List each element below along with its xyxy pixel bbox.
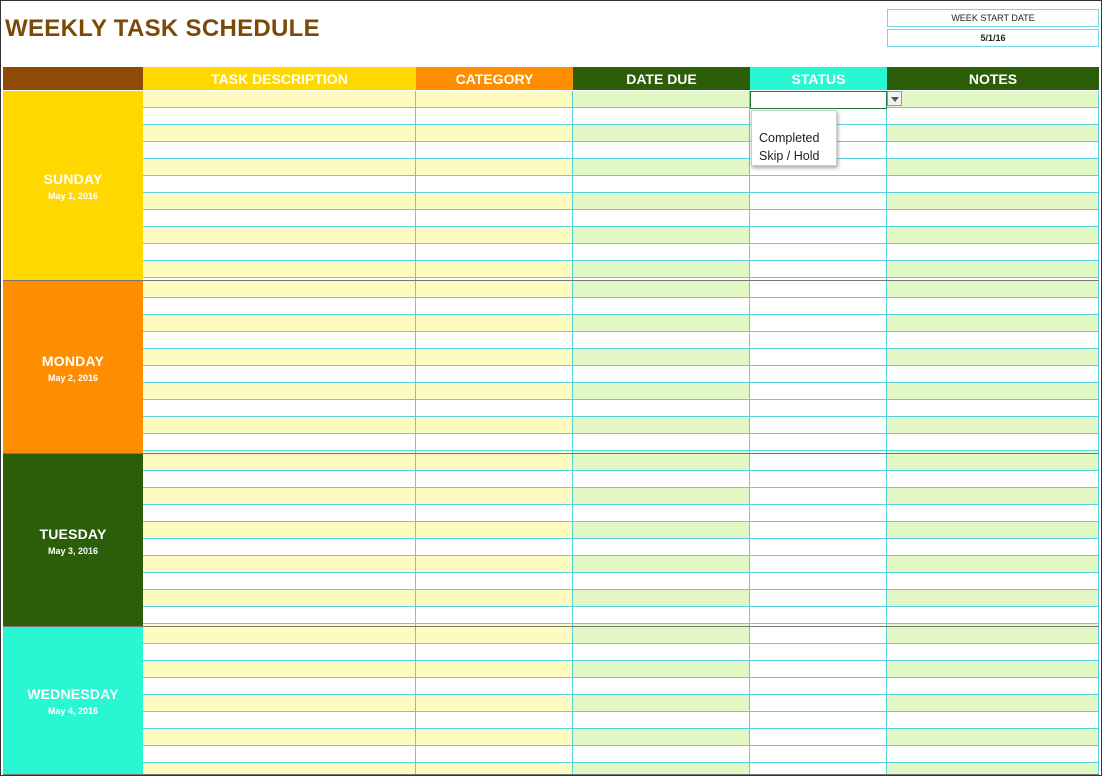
- category-cell[interactable]: [416, 729, 573, 746]
- category-cell[interactable]: [416, 539, 573, 556]
- task-cell[interactable]: [143, 281, 416, 298]
- task-cell[interactable]: [143, 244, 416, 261]
- header-category[interactable]: CATEGORY: [416, 67, 573, 90]
- table-row: [143, 695, 1099, 712]
- task-cell[interactable]: [143, 91, 416, 108]
- category-cell[interactable]: [416, 627, 573, 644]
- task-cell[interactable]: [143, 366, 416, 383]
- category-cell[interactable]: [416, 383, 573, 400]
- date-due-cell[interactable]: [573, 108, 750, 125]
- date-due-cell[interactable]: [573, 176, 750, 193]
- day-block-wednesday: [3, 627, 1099, 775]
- notes-cell[interactable]: [887, 471, 1099, 488]
- notes-cell[interactable]: [887, 729, 1099, 746]
- table-row: [143, 556, 1099, 573]
- dropdown-option-completed[interactable]: Completed: [759, 131, 820, 145]
- notes-cell[interactable]: [887, 227, 1099, 244]
- day-date: May 2, 2016: [47, 372, 99, 383]
- day-block-monday: [3, 281, 1099, 454]
- task-cell[interactable]: [143, 471, 416, 488]
- task-cell[interactable]: [143, 176, 416, 193]
- status-cell[interactable]: [750, 607, 887, 624]
- status-cell[interactable]: [750, 417, 887, 434]
- category-cell[interactable]: [416, 193, 573, 210]
- date-due-cell[interactable]: [573, 91, 750, 108]
- date-due-cell[interactable]: [573, 417, 750, 434]
- notes-cell[interactable]: [887, 627, 1099, 644]
- task-cell[interactable]: [143, 315, 416, 332]
- date-due-cell[interactable]: [573, 729, 750, 746]
- date-due-cell[interactable]: [573, 142, 750, 159]
- date-due-cell[interactable]: [573, 383, 750, 400]
- date-due-cell[interactable]: [573, 159, 750, 176]
- page-title: WEEKLY TASK SCHEDULE: [5, 15, 320, 42]
- category-cell[interactable]: [416, 281, 573, 298]
- category-cell[interactable]: [416, 678, 573, 695]
- table-row: [143, 298, 1099, 315]
- date-due-cell[interactable]: [573, 349, 750, 366]
- category-cell[interactable]: [416, 434, 573, 451]
- date-due-cell[interactable]: [573, 522, 750, 539]
- table-row: [143, 383, 1099, 400]
- table-row: [143, 91, 1099, 108]
- task-cell[interactable]: [143, 400, 416, 417]
- status-cell[interactable]: [750, 488, 887, 505]
- status-cell[interactable]: [750, 454, 887, 471]
- day-date: May 1, 2016: [47, 191, 99, 201]
- category-cell[interactable]: [416, 522, 573, 539]
- task-cell[interactable]: [143, 644, 416, 661]
- header-status[interactable]: STATUS: [750, 67, 887, 90]
- table-row: [143, 315, 1099, 332]
- table-row: [143, 434, 1099, 451]
- notes-cell[interactable]: [887, 661, 1099, 678]
- notes-cell[interactable]: [887, 695, 1099, 712]
- table-row: [143, 227, 1099, 244]
- header-corner: [3, 67, 143, 90]
- date-due-cell[interactable]: [573, 539, 750, 556]
- table-row: [143, 729, 1099, 746]
- dropdown-arrow-icon[interactable]: [887, 91, 902, 106]
- notes-cell[interactable]: [887, 349, 1099, 366]
- task-cell[interactable]: [143, 454, 416, 471]
- status-cell[interactable]: [750, 261, 887, 278]
- date-due-cell[interactable]: [573, 607, 750, 624]
- status-cell[interactable]: [750, 590, 887, 607]
- date-due-cell[interactable]: [573, 454, 750, 471]
- task-cell[interactable]: [143, 522, 416, 539]
- notes-cell[interactable]: [887, 678, 1099, 695]
- task-grid: [143, 627, 1099, 775]
- header-notes[interactable]: NOTES: [887, 67, 1099, 90]
- day-label: [3, 281, 143, 454]
- notes-cell[interactable]: [887, 108, 1099, 125]
- day-name: MONDAY: [41, 352, 105, 369]
- status-cell[interactable]: [750, 746, 887, 763]
- notes-cell[interactable]: [887, 298, 1099, 315]
- date-due-cell[interactable]: [573, 678, 750, 695]
- status-cell[interactable]: [750, 281, 887, 298]
- category-cell[interactable]: [416, 349, 573, 366]
- table-row: [143, 193, 1099, 210]
- notes-cell[interactable]: [887, 400, 1099, 417]
- notes-cell[interactable]: [887, 261, 1099, 278]
- table-row: [143, 125, 1099, 142]
- table-row: [143, 454, 1099, 471]
- status-cell[interactable]: [750, 244, 887, 261]
- notes-cell[interactable]: [887, 488, 1099, 505]
- table-row: [143, 488, 1099, 505]
- task-grid: [143, 454, 1099, 627]
- notes-cell[interactable]: [887, 746, 1099, 763]
- category-cell[interactable]: [416, 315, 573, 332]
- category-cell[interactable]: [416, 590, 573, 607]
- category-cell[interactable]: [416, 556, 573, 573]
- notes-cell[interactable]: [887, 573, 1099, 590]
- table-row: [143, 573, 1099, 590]
- day-name: TUESDAY: [39, 525, 107, 542]
- date-due-cell[interactable]: [573, 434, 750, 451]
- category-cell[interactable]: [416, 607, 573, 624]
- category-cell[interactable]: [416, 712, 573, 729]
- category-cell[interactable]: [416, 505, 573, 522]
- status-cell[interactable]: [750, 298, 887, 315]
- notes-cell[interactable]: [887, 383, 1099, 400]
- date-due-cell[interactable]: [573, 712, 750, 729]
- day-block-tuesday: [3, 454, 1099, 627]
- category-cell[interactable]: [416, 400, 573, 417]
- status-cell[interactable]: [750, 227, 887, 244]
- notes-cell[interactable]: [887, 454, 1099, 471]
- category-cell[interactable]: [416, 644, 573, 661]
- notes-cell[interactable]: [887, 210, 1099, 227]
- date-due-cell[interactable]: [573, 488, 750, 505]
- task-cell[interactable]: [143, 712, 416, 729]
- date-due-cell[interactable]: [573, 746, 750, 763]
- notes-cell[interactable]: [887, 281, 1099, 298]
- status-cell[interactable]: [750, 661, 887, 678]
- table-row: [143, 712, 1099, 729]
- notes-cell[interactable]: [887, 590, 1099, 607]
- status-cell[interactable]: [750, 366, 887, 383]
- task-cell[interactable]: [143, 349, 416, 366]
- table-row: [143, 176, 1099, 193]
- task-cell[interactable]: [143, 142, 416, 159]
- category-cell[interactable]: [416, 454, 573, 471]
- category-cell[interactable]: [416, 210, 573, 227]
- notes-cell[interactable]: [887, 193, 1099, 210]
- date-due-cell[interactable]: [573, 644, 750, 661]
- date-due-cell[interactable]: [573, 556, 750, 573]
- status-cell[interactable]: [750, 332, 887, 349]
- table-row: [143, 366, 1099, 383]
- day-name: SUNDAY: [43, 171, 103, 187]
- notes-cell[interactable]: [887, 522, 1099, 539]
- table-row: [143, 159, 1099, 176]
- date-due-cell[interactable]: [573, 590, 750, 607]
- table-row: [143, 627, 1099, 644]
- notes-cell[interactable]: [887, 91, 1099, 108]
- status-cell[interactable]: [750, 539, 887, 556]
- status-cell[interactable]: [750, 315, 887, 332]
- header-date-due[interactable]: DATE DUE: [573, 67, 750, 90]
- date-due-cell[interactable]: [573, 661, 750, 678]
- day-block-sunday: [3, 91, 1099, 281]
- task-cell[interactable]: [143, 607, 416, 624]
- category-cell[interactable]: [416, 695, 573, 712]
- task-grid: [143, 91, 1099, 281]
- date-due-cell[interactable]: [573, 366, 750, 383]
- date-due-cell[interactable]: [573, 400, 750, 417]
- day-label: [3, 627, 143, 775]
- status-cell[interactable]: [750, 573, 887, 590]
- table-row: [143, 417, 1099, 434]
- category-cell[interactable]: [416, 366, 573, 383]
- category-cell[interactable]: [416, 125, 573, 142]
- date-due-cell[interactable]: [573, 627, 750, 644]
- notes-cell[interactable]: [887, 417, 1099, 434]
- category-cell[interactable]: [416, 261, 573, 278]
- date-due-cell[interactable]: [573, 193, 750, 210]
- day-name: WEDNESDAY: [27, 686, 119, 702]
- notes-cell[interactable]: [887, 712, 1099, 729]
- category-cell[interactable]: [416, 244, 573, 261]
- status-cell[interactable]: [750, 556, 887, 573]
- category-cell[interactable]: [416, 417, 573, 434]
- task-cell[interactable]: [143, 590, 416, 607]
- table-row: [143, 142, 1099, 159]
- table-row: [143, 332, 1099, 349]
- task-cell[interactable]: [143, 729, 416, 746]
- status-cell[interactable]: [750, 210, 887, 227]
- category-cell[interactable]: [416, 142, 573, 159]
- category-cell[interactable]: [416, 298, 573, 315]
- table-row: [143, 210, 1099, 227]
- status-cell[interactable]: [750, 644, 887, 661]
- task-cell[interactable]: [143, 556, 416, 573]
- category-cell[interactable]: [416, 91, 573, 108]
- day-date: May 3, 2016: [47, 545, 99, 556]
- notes-cell[interactable]: [887, 125, 1099, 142]
- category-cell[interactable]: [416, 176, 573, 193]
- notes-cell[interactable]: [887, 539, 1099, 556]
- day-label: [3, 454, 143, 627]
- task-cell[interactable]: [143, 125, 416, 142]
- status-dropdown-menu: [751, 110, 837, 166]
- day-date: May 4, 2016: [47, 706, 99, 716]
- task-cell[interactable]: [143, 661, 416, 678]
- week-start-value[interactable]: 5/1/16: [887, 29, 1099, 47]
- task-cell[interactable]: [143, 210, 416, 227]
- task-cell[interactable]: [143, 193, 416, 210]
- table-row: [143, 644, 1099, 661]
- notes-cell[interactable]: [887, 505, 1099, 522]
- date-due-cell[interactable]: [573, 281, 750, 298]
- task-cell[interactable]: [143, 627, 416, 644]
- task-cell[interactable]: [143, 505, 416, 522]
- category-cell[interactable]: [416, 227, 573, 244]
- status-cell[interactable]: [750, 729, 887, 746]
- status-cell[interactable]: [750, 712, 887, 729]
- notes-cell[interactable]: [887, 607, 1099, 624]
- status-cell[interactable]: [750, 522, 887, 539]
- task-grid: [143, 281, 1099, 454]
- date-due-cell[interactable]: [573, 261, 750, 278]
- category-cell[interactable]: [416, 746, 573, 763]
- category-cell[interactable]: [416, 471, 573, 488]
- status-dropdown-cell[interactable]: [750, 91, 887, 109]
- notes-cell[interactable]: [887, 159, 1099, 176]
- task-cell[interactable]: [143, 539, 416, 556]
- date-due-cell[interactable]: [573, 315, 750, 332]
- task-cell[interactable]: [143, 573, 416, 590]
- task-cell[interactable]: [143, 695, 416, 712]
- table-row: [143, 607, 1099, 624]
- notes-cell[interactable]: [887, 142, 1099, 159]
- task-cell[interactable]: [143, 261, 416, 278]
- table-row: [143, 746, 1099, 763]
- status-cell[interactable]: [750, 383, 887, 400]
- date-due-cell[interactable]: [573, 332, 750, 349]
- notes-cell[interactable]: [887, 332, 1099, 349]
- task-cell[interactable]: [143, 108, 416, 125]
- status-cell[interactable]: [750, 695, 887, 712]
- table-row: [143, 400, 1099, 417]
- status-cell[interactable]: [750, 349, 887, 366]
- status-cell[interactable]: [750, 176, 887, 193]
- table-row: [143, 349, 1099, 366]
- table-row: [143, 261, 1099, 278]
- category-cell[interactable]: [416, 488, 573, 505]
- category-cell[interactable]: [416, 573, 573, 590]
- table-row: [143, 281, 1099, 298]
- task-cell[interactable]: [143, 298, 416, 315]
- notes-cell[interactable]: [887, 315, 1099, 332]
- table-row: [143, 590, 1099, 607]
- category-cell[interactable]: [416, 108, 573, 125]
- date-due-cell[interactable]: [573, 210, 750, 227]
- task-cell[interactable]: [143, 417, 416, 434]
- task-cell[interactable]: [143, 434, 416, 451]
- task-cell[interactable]: [143, 332, 416, 349]
- notes-cell[interactable]: [887, 556, 1099, 573]
- task-cell[interactable]: [143, 746, 416, 763]
- status-cell[interactable]: [750, 434, 887, 451]
- week-start-label: WEEK START DATE: [887, 9, 1099, 27]
- table-row: [143, 471, 1099, 488]
- dropdown-option-skip-hold[interactable]: Skip / Hold: [759, 149, 820, 163]
- notes-cell[interactable]: [887, 244, 1099, 261]
- table-row: [143, 678, 1099, 695]
- status-cell[interactable]: [750, 505, 887, 522]
- notes-cell[interactable]: [887, 176, 1099, 193]
- task-cell[interactable]: [143, 678, 416, 695]
- status-cell[interactable]: [750, 627, 887, 644]
- task-cell[interactable]: [143, 383, 416, 400]
- status-cell[interactable]: [750, 471, 887, 488]
- task-cell[interactable]: [143, 227, 416, 244]
- table-row: [143, 108, 1099, 125]
- date-due-cell[interactable]: [573, 471, 750, 488]
- week-start-box: [887, 9, 1099, 48]
- day-separator: [3, 774, 1099, 775]
- status-cell[interactable]: [750, 678, 887, 695]
- task-cell[interactable]: [143, 159, 416, 176]
- date-due-cell[interactable]: [573, 125, 750, 142]
- table-row: [143, 539, 1099, 556]
- date-due-cell[interactable]: [573, 298, 750, 315]
- category-cell[interactable]: [416, 332, 573, 349]
- table-row: [143, 244, 1099, 261]
- date-due-cell[interactable]: [573, 695, 750, 712]
- notes-cell[interactable]: [887, 434, 1099, 451]
- task-cell[interactable]: [143, 488, 416, 505]
- date-due-cell[interactable]: [573, 244, 750, 261]
- table-row: [143, 661, 1099, 678]
- status-cell[interactable]: [750, 400, 887, 417]
- date-due-cell[interactable]: [573, 573, 750, 590]
- status-cell[interactable]: [750, 193, 887, 210]
- table-row: [143, 522, 1099, 539]
- date-due-cell[interactable]: [573, 227, 750, 244]
- column-header-row: [3, 67, 1099, 90]
- header-task-description[interactable]: TASK DESCRIPTION: [143, 67, 416, 90]
- table-row: [143, 505, 1099, 522]
- category-cell[interactable]: [416, 661, 573, 678]
- day-label: [3, 91, 143, 281]
- category-cell[interactable]: [416, 159, 573, 176]
- date-due-cell[interactable]: [573, 505, 750, 522]
- notes-cell[interactable]: [887, 366, 1099, 383]
- notes-cell[interactable]: [887, 644, 1099, 661]
